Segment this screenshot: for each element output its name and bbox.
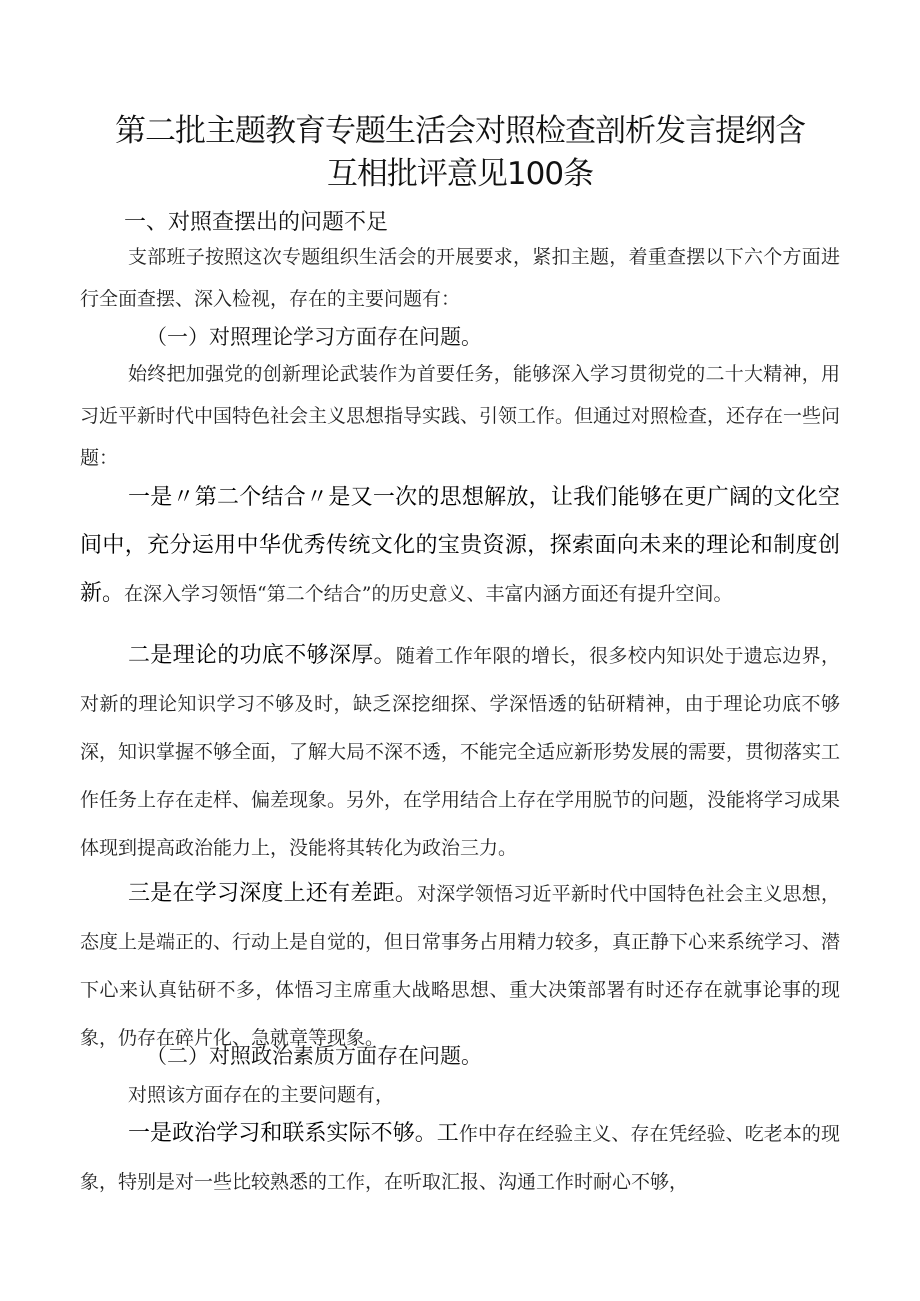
subsection-heading-theory: （一）对照理论学习方面存在问题。 xyxy=(146,325,482,349)
politics-item-1 xyxy=(80,1110,840,1206)
theory-item-1-body: 在深入学习领悟“第二个结合”的历史意义、丰富内涵方面还有提升空间。 xyxy=(124,583,733,605)
theory-item-3 xyxy=(80,870,840,1062)
theory-item-1-lead: 一是〃第二个结合〃是又一次的思想解放，让我们能够在更广阔的文化空间中，充分运用中华优秀传统文化的宝贵资源，探索面向未来的理论和制度创新。 xyxy=(80,485,840,606)
section-heading-main: 一、对照查摆出的问题不足 xyxy=(124,210,389,235)
subsection-heading-politics: （二）对照政治素质方面存在问题。 xyxy=(146,1044,482,1068)
theory-intro-paragraph: 始终把加强党的创新理论武装作为首要任务，能够深入学习贯彻党的二十大精神，用习近平新时代中国特色社会主义思想指导实践、引领工作。但通过对照检查，还存在一些问题： xyxy=(80,363,841,469)
politics-item-1-body: 作中存在经验主义、存在凭经验、吃老本的现象，特别是对一些比较熟悉的工作，在听取汇报、沟通工作时耐心不够， xyxy=(80,1123,840,1193)
document-title-line1: 第二批主题教育专题生活会对照检查剖析发言提纲含 xyxy=(115,113,805,149)
intro-paragraph: 支部班子按照这次专题组织生活会的开展要求，紧扣主题，着重查摆以下六个方面进行全面查摆、深入检视，存在的主要问题有： xyxy=(80,246,840,310)
theory-item-2-body: 随着工作年限的增长，很多校内知识处于遗忘边界，对新的理论知识学习不够及时，缺乏深挖细探、学深悟透的钻研精神，由于理论功底不够深，知识掌握不够全面，了解大局不深不透，不能完全适应新形势发展的需要，贯彻落实工作任务上存在走样、偏差现象。另外，在学用结合上存在学用脱节的问题，没能将学习成果体现到提高政治能力上，没能将其转化为政治三力。 xyxy=(80,645,841,859)
theory-item-1 xyxy=(80,474,840,618)
theory-item-3-body: 对深学领悟习近平新时代中国特色社会主义思想，态度上是端正的、行动上是自觉的，但日常事务占用精力较多，真正静下心来系统学习、潜下心来认真钻研不多，体悟习主席重大战略思想、重大决策部署有时还存在就事论事的现象，仍存在碎片化、急就章等现象。 xyxy=(80,883,841,1049)
theory-item-2 xyxy=(80,632,840,872)
theory-item-2-lead: 二是理论的功底不够深厚。 xyxy=(128,643,396,668)
politics-intro-paragraph: 对照该方面存在的主要问题有， xyxy=(128,1084,395,1106)
document-title-line2: 互相批评意见100条 xyxy=(326,156,594,192)
politics-item-1-lead: 一是政治学习和联系实际不够。工 xyxy=(128,1121,459,1146)
theory-item-3-lead: 三是在学习深度上还有差距。 xyxy=(128,881,418,906)
